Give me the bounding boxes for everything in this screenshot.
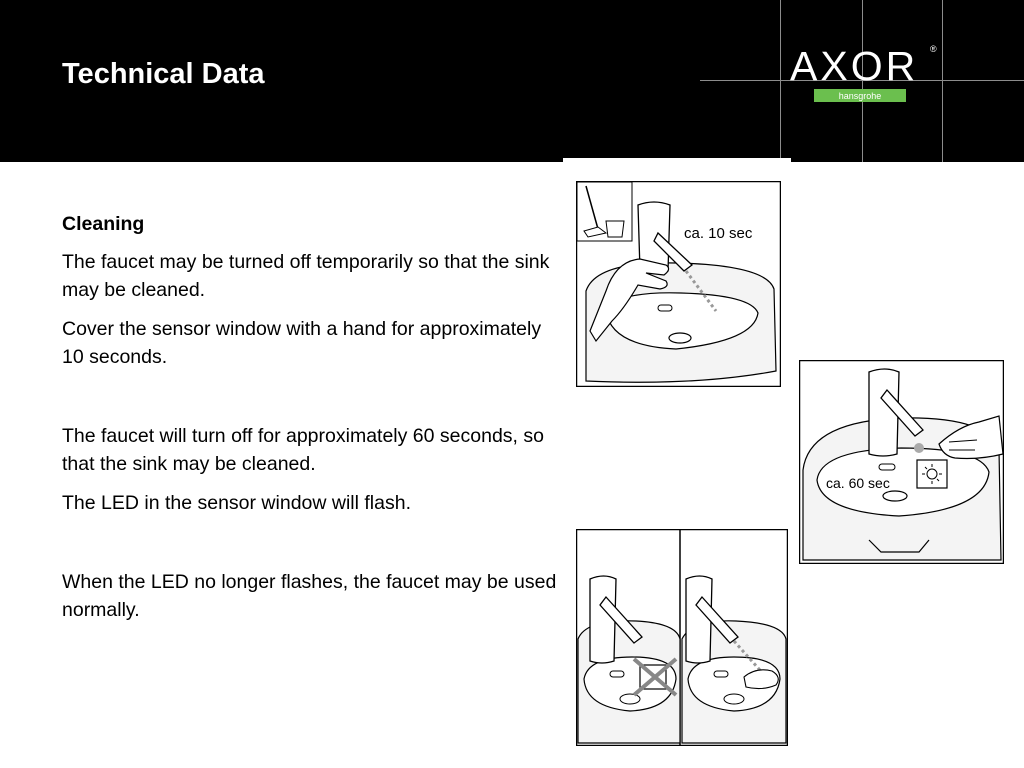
illustration-led-flash <box>799 360 1004 564</box>
header-grid-line <box>942 0 943 162</box>
logo-wordmark: AXOR <box>790 43 919 89</box>
logo-registered-mark: ® <box>930 44 937 54</box>
paragraph: The faucet may be turned off temporarily so that the sink may be cleaned. <box>62 251 550 301</box>
paragraph: When the LED no longer flashes, the faucet may be used normally. <box>62 571 557 621</box>
header-strip <box>563 158 791 164</box>
page-title: Technical Data <box>62 58 265 90</box>
cleaning-text <box>62 210 558 635</box>
header-grid-line <box>780 0 781 162</box>
illustration-normal-use <box>576 529 788 746</box>
paragraph: The faucet will turn off for approximately 60 seconds, so that the sink may be cleaned. <box>62 425 544 475</box>
illustration-cover-sensor <box>576 181 781 387</box>
svg-text:hansgrohe: hansgrohe <box>838 91 882 101</box>
logo-subbrand-text <box>814 89 906 102</box>
logo-subbrand-bar <box>814 89 906 102</box>
section-heading: Cleaning <box>62 213 145 235</box>
duration-label-10: ca. 10 sec <box>684 225 753 242</box>
paragraph: Cover the sensor window with a hand for approximately 10 seconds. <box>62 318 542 368</box>
paragraph: The LED in the sensor window will flash. <box>62 492 411 514</box>
duration-label-60: ca. 60 sec <box>826 475 890 491</box>
